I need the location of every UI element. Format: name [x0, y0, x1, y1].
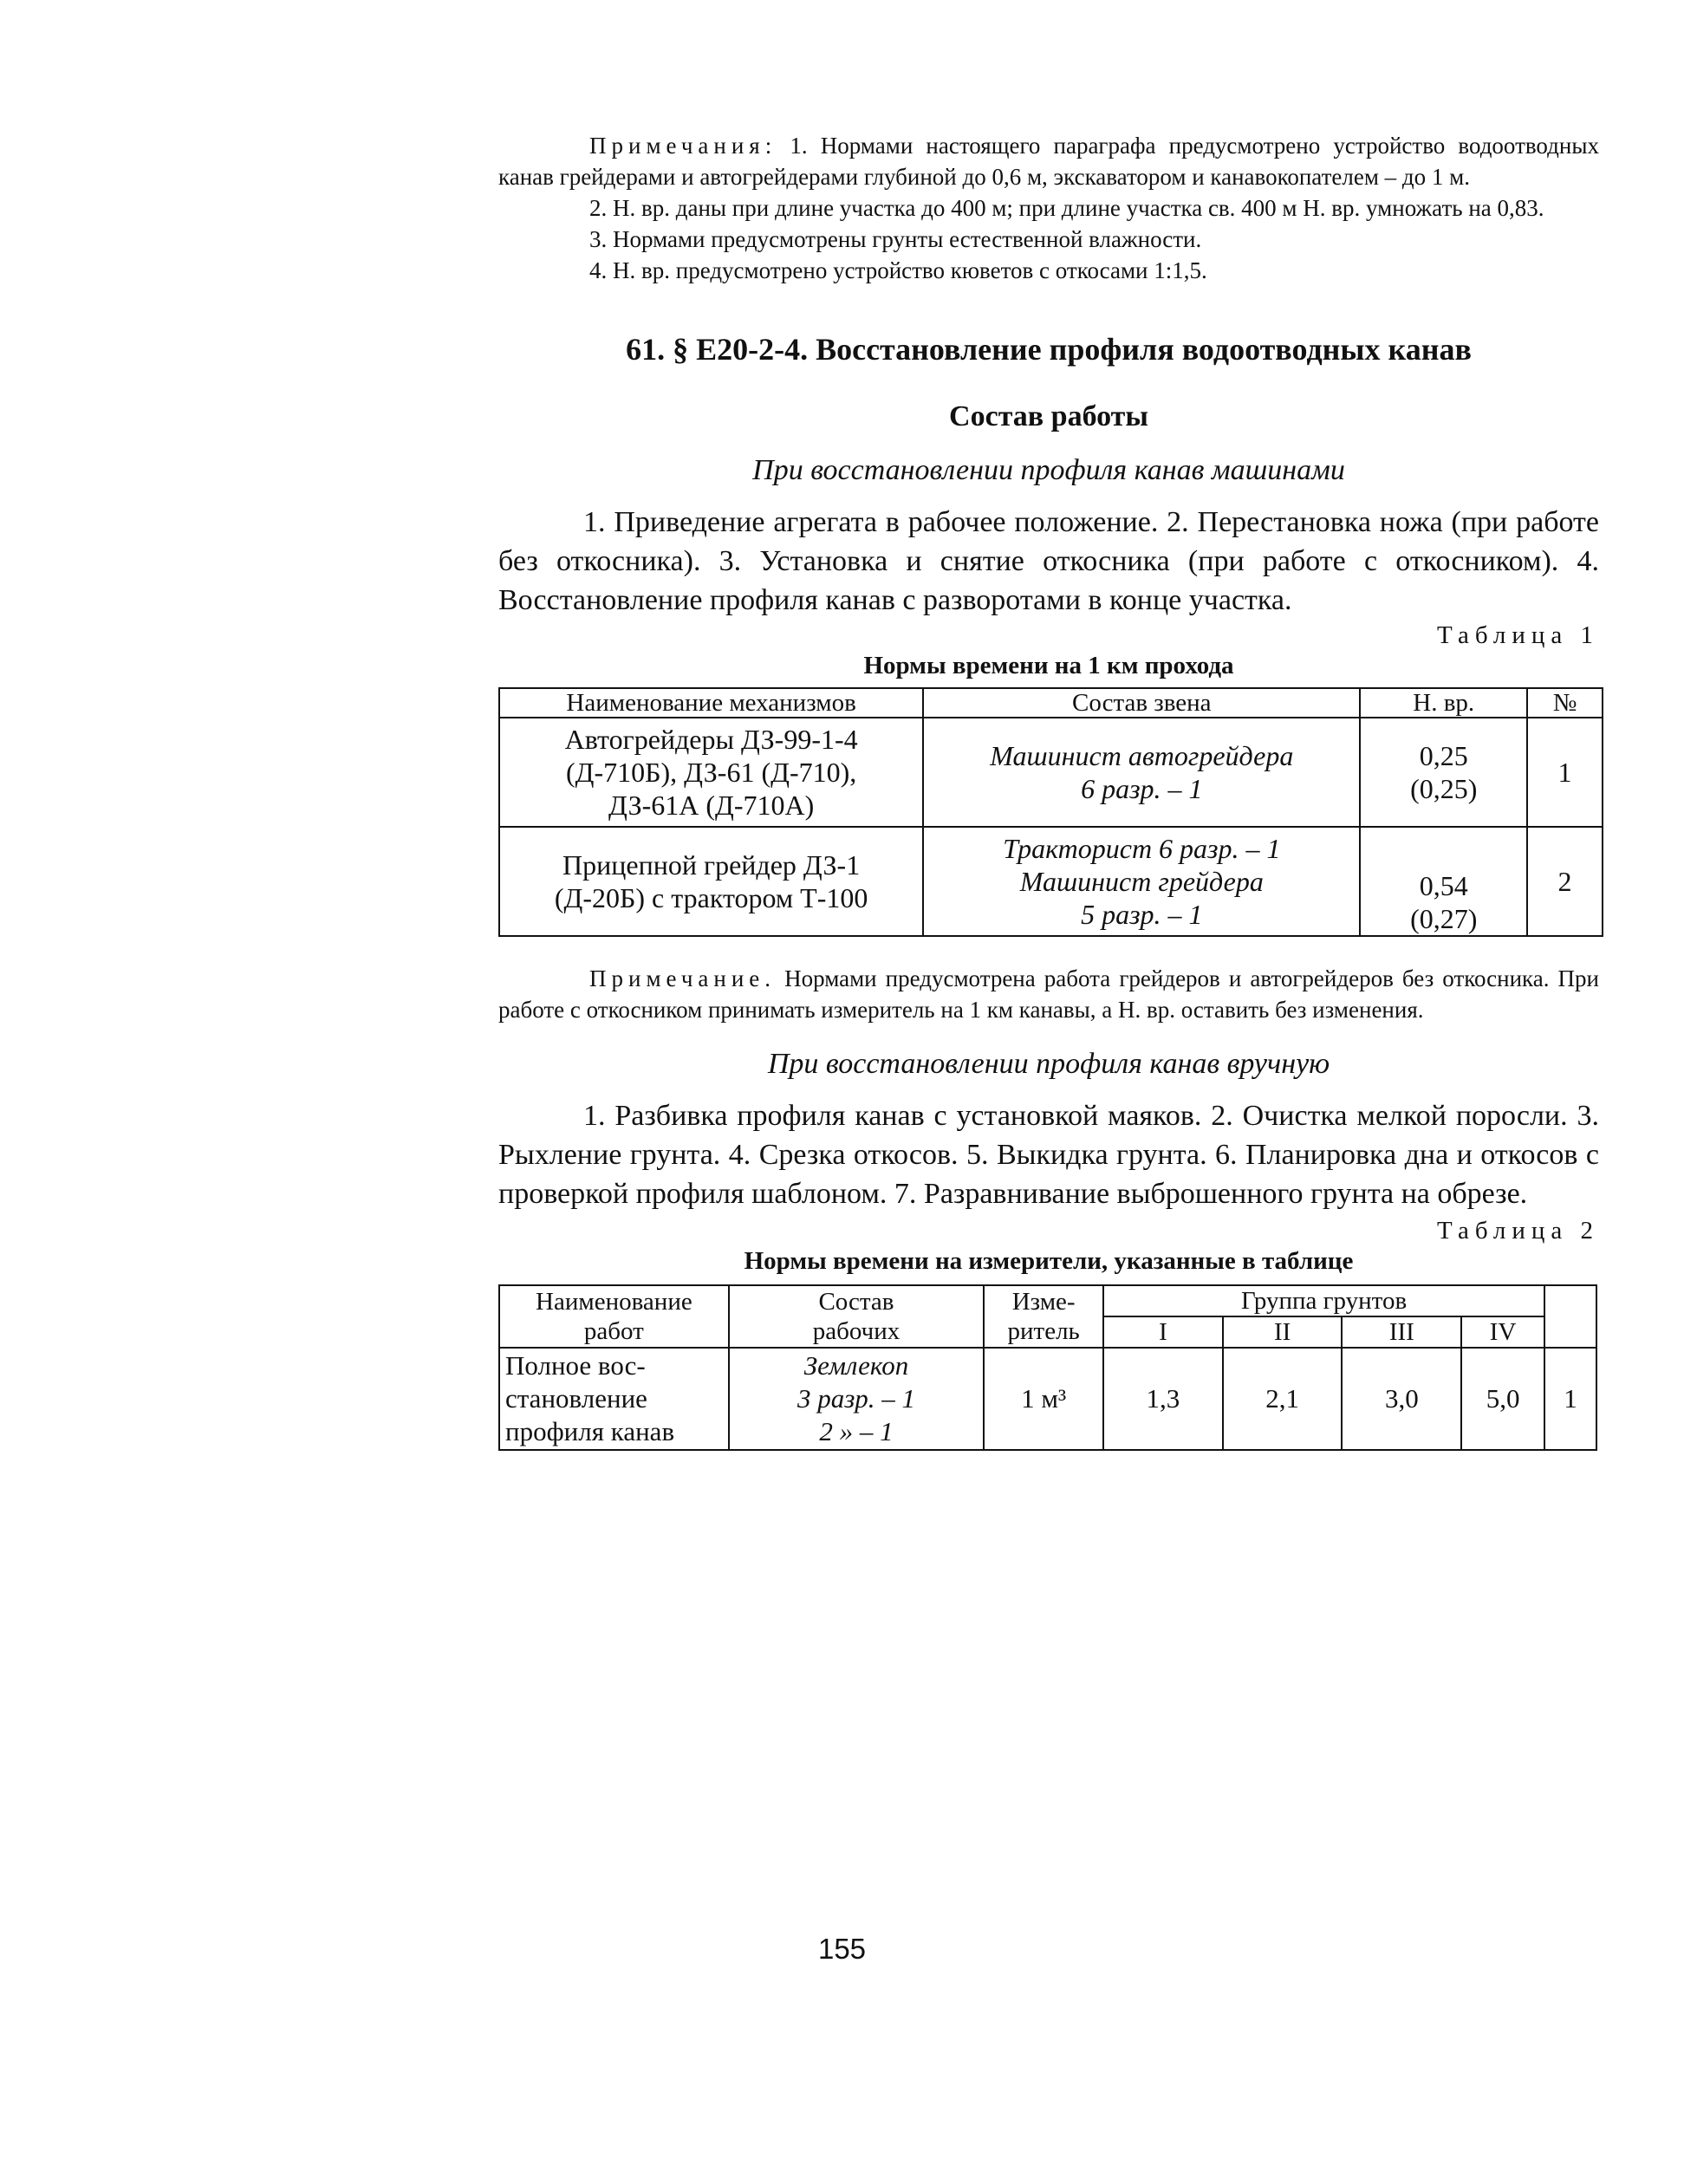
- note-1: [498, 130, 1599, 192]
- table1-cell-norm: [1360, 718, 1527, 827]
- table2-text: становление: [505, 1383, 647, 1414]
- table2-cell-crew: [729, 1348, 984, 1450]
- manual-heading: При восстановлении профиля канав вручную: [767, 1048, 1330, 1080]
- table1-text: (Д-710Б), ДЗ-61 (Д-710),: [565, 757, 857, 788]
- table1-cell-num: 1: [1527, 718, 1603, 827]
- table-2: [498, 1284, 1597, 1451]
- table1-text: 5 разр. – 1: [1081, 899, 1203, 930]
- table2-header-text: ритель: [1007, 1317, 1080, 1345]
- table-row: [499, 1348, 1596, 1450]
- table2-cell-group-1: 1,3: [1103, 1348, 1223, 1450]
- notes-top: [498, 130, 1599, 286]
- table1-text: ДЗ-61А (Д-710А): [608, 790, 815, 821]
- manual-text: 1. Разбивка профиля канав с установкой маяков. 2. Очистка мелкой поросли. 3. Рыхление грунта. 4. Срезка откосов. 5. Выкидка грунта. 6. Планировка дна и откосов с проверкой профиля шаблоном. 7. Разравнивание выброшенного грунта на обрезе.: [498, 1100, 1599, 1210]
- table2-header-row: [499, 1285, 1596, 1316]
- note-4: 4. Н. вр. предусмотрено устройство кюветов с откосами 1:1,5.: [589, 257, 1207, 283]
- table1-label: Таблица 1: [1436, 621, 1599, 649]
- table1-cell-num: 2: [1527, 827, 1603, 936]
- table2-header-work: [499, 1285, 729, 1348]
- note-mid-label: Примечание.: [589, 965, 777, 991]
- table2-title: Нормы времени на измерители, указанные в таблице: [744, 1247, 1354, 1275]
- page-number: 155: [817, 1933, 867, 1965]
- table2-header-crew: [729, 1285, 984, 1348]
- table1-cell-crew: [923, 718, 1360, 827]
- table2-header-text: рабочих: [812, 1317, 901, 1345]
- table1-cell-name: [499, 718, 923, 827]
- table1-text: (0,25): [1410, 773, 1478, 804]
- table2-text: Землекоп: [803, 1350, 909, 1381]
- table1-header-row: [499, 688, 1603, 718]
- table1-cell-crew: [923, 827, 1360, 936]
- table2-header-unit: [984, 1285, 1103, 1348]
- note-mid: [498, 963, 1599, 1025]
- table2-text: Полное вос-: [505, 1350, 646, 1381]
- document-page: [498, 130, 1599, 1451]
- table1-header-crew: Состав звена: [923, 688, 1360, 718]
- note-3: 3. Нормами предусмотрены грунты естественной влажности.: [589, 226, 1202, 252]
- machines-heading: При восстановлении профиля канав машинами: [752, 454, 1345, 486]
- table2-label: Таблица 2: [1436, 1217, 1599, 1245]
- table1-text: (0,27): [1410, 903, 1478, 934]
- table1-text: Прицепной грейдер ДЗ-1: [562, 849, 861, 881]
- table-1: [498, 687, 1603, 937]
- table2-cell-group-4: 5,0: [1461, 1348, 1544, 1450]
- table2-text: 3 разр. – 1: [796, 1383, 916, 1414]
- table2-header-text: Изме-: [1011, 1288, 1076, 1316]
- note-mid-paragraph: [498, 963, 1599, 1025]
- section-subtitle: Состав работы: [949, 400, 1148, 432]
- note-mid-text: Нормами предусмотрена работа грейдеров и автогрейдеров без откосника. При работе с откосником принимать измеритель на 1 км канавы, а Н. вр. оставить без изменения.: [498, 965, 1599, 1023]
- table1-header-name: Наименование механизмов: [499, 688, 923, 718]
- table1-text: 0,54: [1419, 870, 1468, 901]
- table1-text: Тракторист 6 разр. – 1: [1003, 833, 1281, 864]
- table1-header-norm: Н. вр.: [1360, 688, 1527, 718]
- table2-cell-work: [499, 1348, 729, 1450]
- table1-title: Нормы времени на 1 км прохода: [863, 652, 1234, 679]
- table1-text: Машинист автогрейдера: [990, 740, 1294, 771]
- machines-text: 1. Приведение агрегата в рабочее положение. 2. Перестановка ножа (при работе без откосника). 3. Установка и снятие откосника (при работе с откосником). 4. Восстановление профиля канав с разворотами в конце участка.: [498, 506, 1599, 616]
- table2-header-group-2: II: [1223, 1316, 1343, 1348]
- table2-header-group-3: III: [1342, 1316, 1461, 1348]
- table2-header-group-1: I: [1103, 1316, 1223, 1348]
- table1-cell-name: [499, 827, 923, 936]
- table1-cell-norm: [1360, 827, 1527, 936]
- table1-text: 0,25: [1419, 740, 1468, 771]
- table2-header-group-4: IV: [1461, 1316, 1544, 1348]
- table1-text: 6 разр. – 1: [1081, 773, 1203, 804]
- table2-header-num: [1544, 1285, 1596, 1348]
- table2-cell-group-2: 2,1: [1223, 1348, 1343, 1450]
- table2-header-text: Наименование: [536, 1288, 692, 1316]
- note-1-text: 1. Нормами настоящего параграфа предусмотрено устройство водоотводных канав грейдерами и автогрейдерами глубиной до 0,6 м, экскаватором и канавокопателем – до 1 м.: [498, 133, 1599, 190]
- section-title: 61. § Е20-2-4. Восстановление профиля водоотводных канав: [626, 332, 1472, 367]
- table2-text: профиля канав: [505, 1416, 675, 1446]
- table2-cell-unit: 1 м³: [984, 1348, 1103, 1450]
- table-row: [499, 718, 1603, 827]
- table2-cell-group-3: 3,0: [1342, 1348, 1461, 1450]
- note-2: 2. Н. вр. даны при длине участка до 400 м; при длине участка св. 400 м Н. вр. умножать на 0,83.: [589, 195, 1544, 221]
- table2-cell-num: 1: [1544, 1348, 1596, 1450]
- table1-header-num: №: [1527, 688, 1603, 718]
- table2-header-text: работ: [583, 1317, 644, 1345]
- table2-header-text: Состав: [818, 1288, 894, 1316]
- table2-header-group: Группа грунтов: [1103, 1285, 1544, 1316]
- table-row: [499, 827, 1603, 936]
- table1-text: Автогрейдеры ДЗ-99-1-4: [564, 724, 858, 755]
- table2-text: 2 » – 1: [819, 1416, 894, 1446]
- table1-text: (Д-20Б) с трактором Т-100: [554, 882, 868, 913]
- note-1-label: Примечания:: [589, 133, 777, 159]
- table1-text: Машинист грейдера: [1019, 866, 1264, 897]
